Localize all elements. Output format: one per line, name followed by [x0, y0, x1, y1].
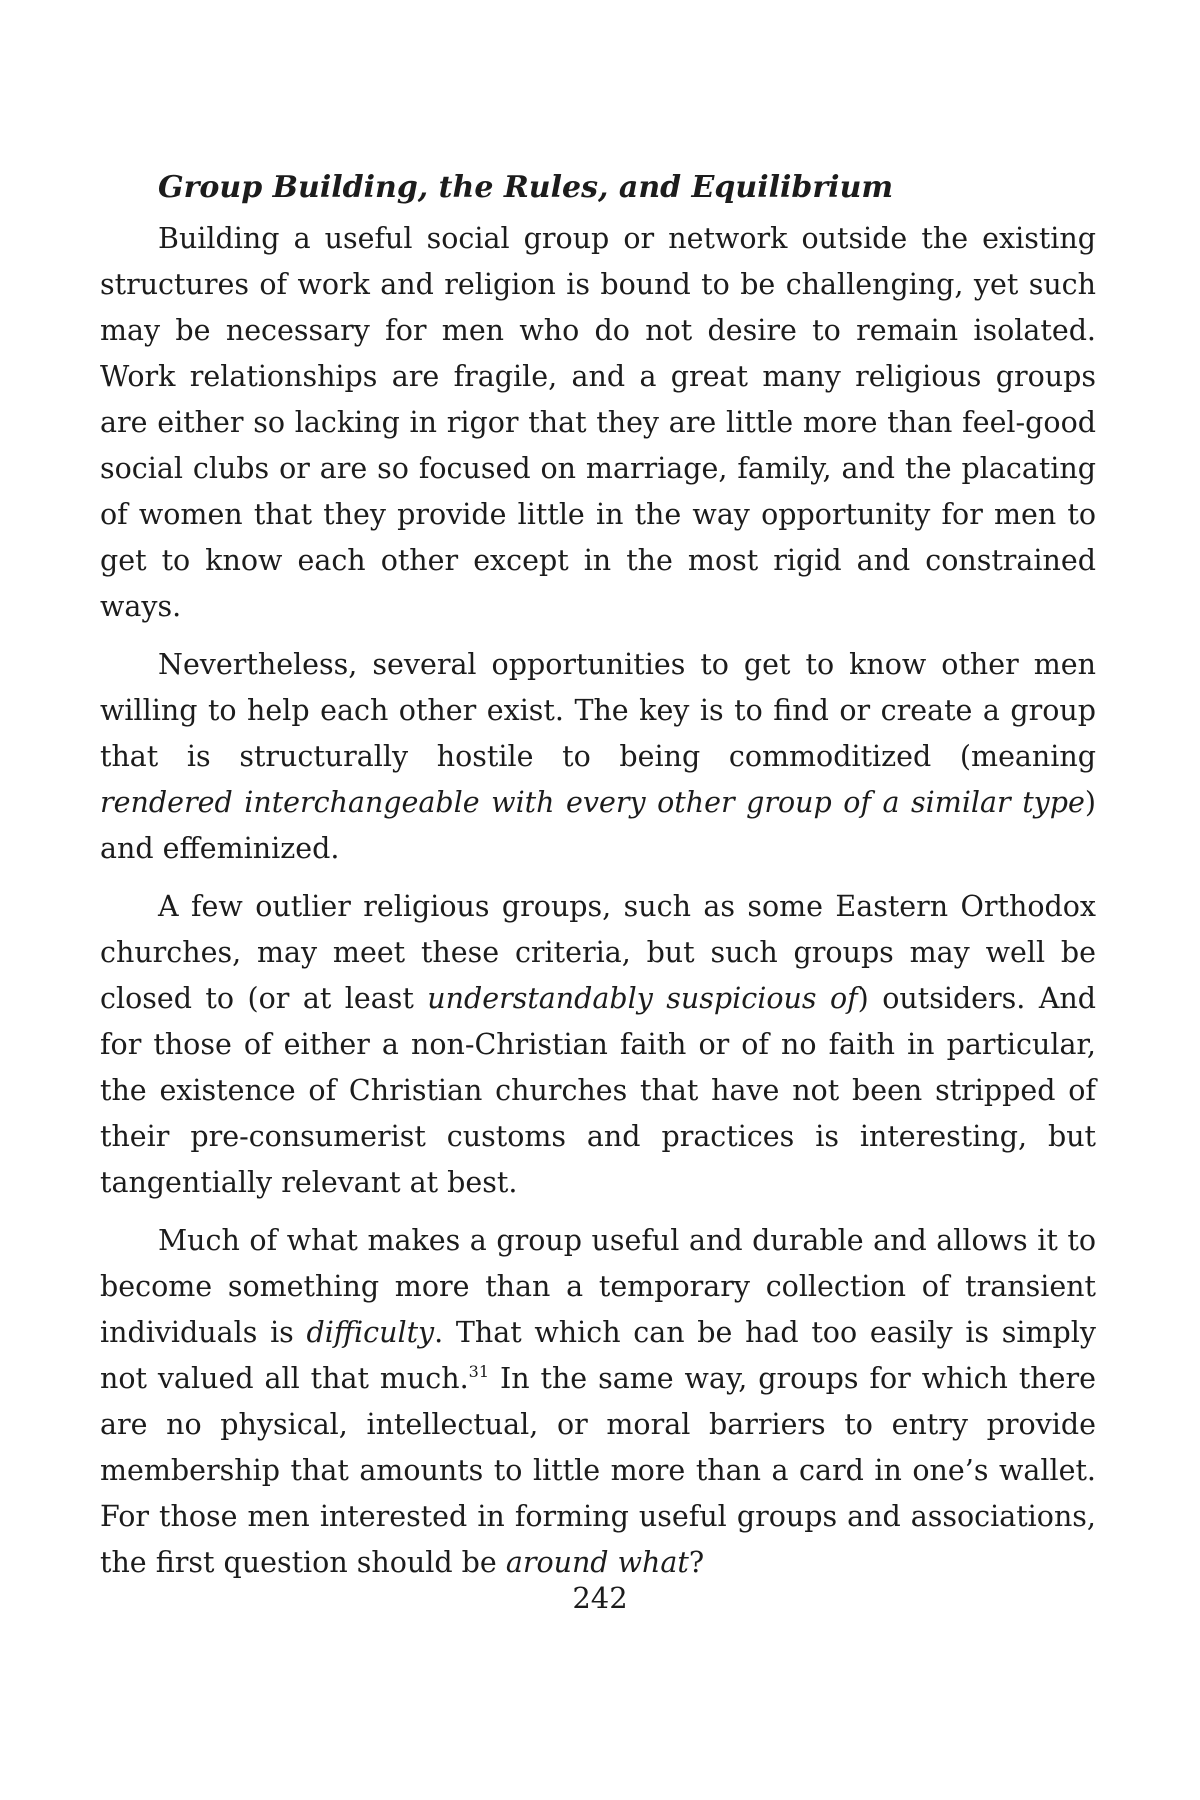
paragraph-3-text-b: ) outsiders. And for those of either a non-Christian faith or of no faith in particular, the existence of Christian churches that have not been stripped of their pre-consumerist customs and practices is interesting, but tangentially relevant at best. [100, 982, 1096, 1199]
paragraph-4-text-d: ? [688, 1546, 705, 1579]
page-number: 242 [572, 1581, 628, 1615]
paragraph-4-text-b: . That which can be had too easily is simply not valued all that much. [100, 1316, 1096, 1395]
paragraph-2-emphasis: rendered interchangeable with every other group of a similar type [100, 786, 1085, 819]
paragraph-3-text-a: A few outlier religious groups, such as some Eastern Orthodox churches, may meet these criteria, but such groups may well be closed to (or at least [100, 890, 1096, 1015]
paragraph-4-emphasis-difficulty: difficulty [306, 1316, 435, 1349]
paragraph-2 [100, 642, 1096, 872]
paragraph-1 [100, 216, 1096, 630]
paragraph-2-text-a: Nevertheless, several opportunities to get to know other men willing to help each other exist. The key is to find or create a group that is structurally hostile to being commoditized (meaning [100, 648, 1096, 773]
paragraph-4-emphasis-around-what: around what [505, 1546, 689, 1579]
paragraph-4 [100, 1218, 1096, 1586]
paragraph-1-text: Building a useful social group or network outside the existing structures of work and religion is bound to be challenging, yet such may be necessary for men who do not desire to remain isolated. Work relationships are fragile, and a great many religious groups are either so lacking in rigor that they are little more than feel-good social clubs or are so focused on marriage, family, and the placating of women that they provide little in the way opportunity for men to get to know each other except in the most rigid and constrained ways. [100, 222, 1096, 623]
footnote-marker[interactable]: 31 [468, 1362, 489, 1381]
book-page [100, 168, 1096, 1608]
paragraph-2-text-b: ) and effeminized. [100, 786, 1096, 865]
paragraph-4-text-c: In the same way, groups for which there are no physical, intellectual, or moral barriers to entry provide membership that amounts to little more than a card in one’s wallet. For those men interested in forming useful groups and associations, the first question should be [100, 1362, 1097, 1579]
paragraph-3 [100, 884, 1096, 1206]
section-title: Group Building, the Rules, and Equilibrium [158, 170, 894, 205]
paragraph-4-text-a: Much of what makes a group useful and durable and allows it to become something more than a temporary collection of transient individuals is [100, 1224, 1096, 1349]
paragraph-3-emphasis: understandably suspicious of [427, 982, 858, 1015]
